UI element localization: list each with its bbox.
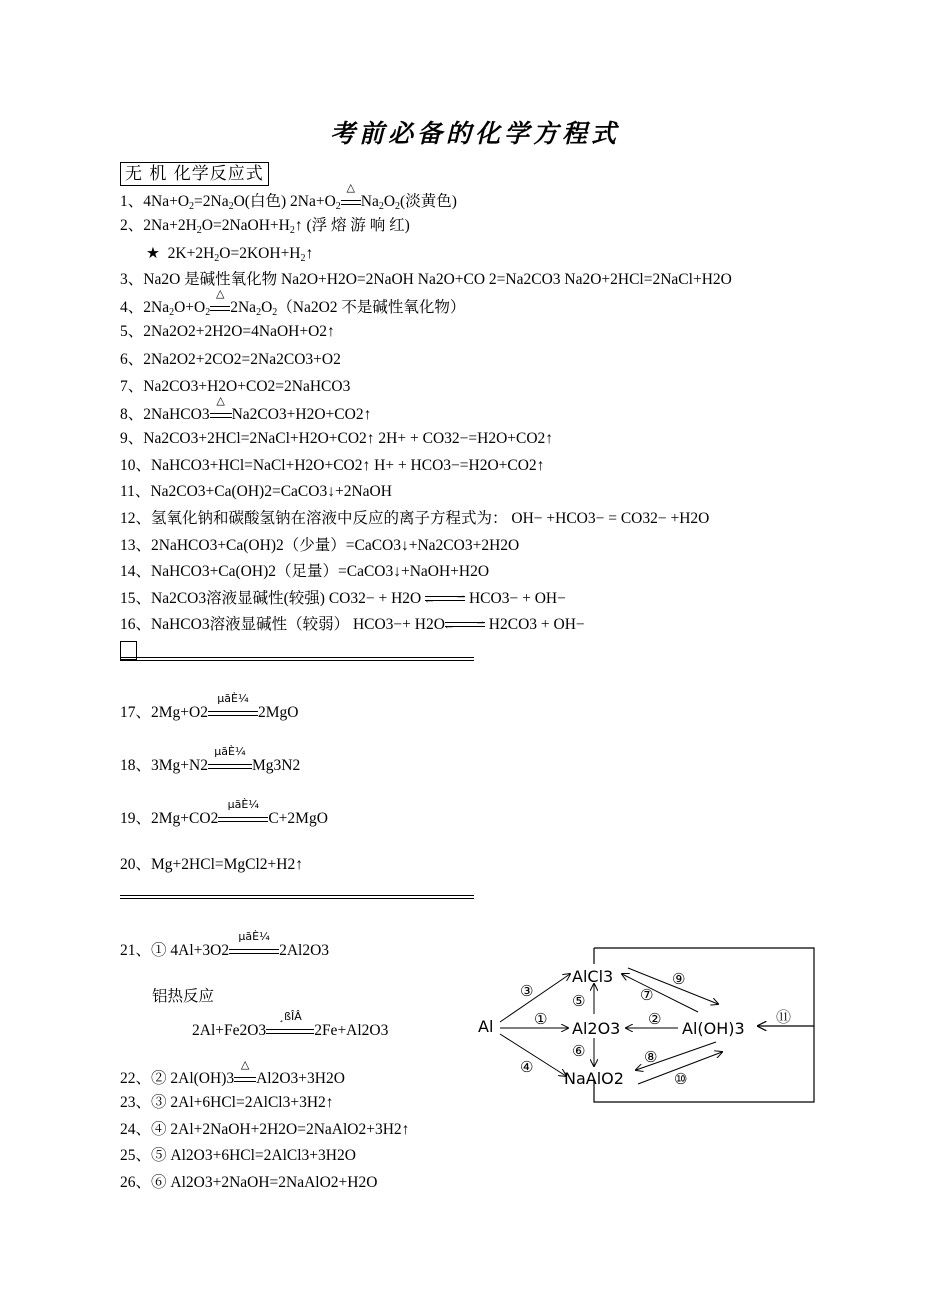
divider (120, 657, 474, 658)
equation-17: 17、2Mg+O2 µãÈ¼ 2MgO (120, 692, 299, 721)
equation-12: 12、氢氧化钠和碳酸氢钠在溶液中反应的离子方程式为： OH− +HCO3− = CO32− +H2O (120, 510, 710, 527)
equation-13: 13、2NaHCO3+Ca(OH)2（少量）=CaCO3↓+Na2CO3+2H2O (120, 537, 520, 554)
equation-24: 24、④ 2Al+2NaOH+2H2O=2NaAlO2+3H2↑ (120, 1121, 410, 1138)
svg-text:⑥: ⑥ (572, 1042, 586, 1060)
equilibrium-arrow-icon: ⇀ ↽ (444, 618, 485, 634)
page-title: 考前必备的化学方程式 (329, 119, 620, 148)
divider (120, 898, 474, 899)
divider (120, 660, 474, 661)
equation-23: 23、③ 2Al+6HCl=2AlCl3+3H2↑ (120, 1094, 334, 1111)
node-aloh3: Al(OH)3 (682, 1019, 745, 1038)
equation-7: 7、Na2CO3+H2O+CO2=2NaHCO3 (120, 378, 351, 395)
equation-18: 18、3Mg+N2 µãÈ¼ Mg3N2 (120, 745, 301, 774)
svg-text:①: ① (534, 1010, 548, 1028)
ignite-condition: µãÈ¼ (229, 941, 279, 961)
section-label: 无 机 化学反应式 (120, 162, 269, 186)
equation-16: 16、NaHCO3溶液显碱性（较弱） HCO3−+ H2O ⇀ ↽ H2CO3 + OH− (120, 616, 585, 634)
ignite-condition: µãÈ¼ (208, 756, 252, 776)
divider (120, 895, 474, 896)
heat-condition: △ (210, 298, 230, 318)
svg-text:⑦: ⑦ (640, 986, 654, 1004)
thermite-equation: 2Al+Fe2O3 ¸ßÎÂ 2Fe+Al2O3 (192, 1010, 389, 1039)
node-alcl3: AlCl3 (572, 967, 614, 986)
svg-text:④: ④ (520, 1058, 534, 1076)
equation-11: 11、Na2CO3+Ca(OH)2=CaCO3↓+2NaOH (120, 483, 392, 500)
equation-3: 3、Na2O 是碱性氧化物 Na2O+H2O=2NaOH Na2O+CO 2=Na2CO3 Na2O+2HCl=2NaCl+H2O (120, 271, 732, 288)
high-temp-condition: ¸ßÎÂ (266, 1021, 314, 1041)
equation-21: 21、① 4Al+3O2 µãÈ¼ 2Al2O3 (120, 930, 330, 959)
equation-9: 9、Na2CO3+2HCl=2NaCl+H2O+CO2↑ 2H+ + CO32−=H2O+CO2↑ (120, 430, 554, 447)
node-al: Al (478, 1017, 494, 1036)
equation-10: 10、NaHCO3+HCl=NaCl+H2O+CO2↑ H+ + HCO3−=H2O+CO2↑ (120, 457, 545, 474)
ignite-condition: µãÈ¼ (208, 703, 258, 723)
star-icon: ★ (146, 245, 160, 262)
equation-20: 20、Mg+2HCl=MgCl2+H2↑ (120, 856, 303, 873)
heat-condition: △ (341, 192, 361, 212)
aluminum-conversion-diagram (476, 944, 820, 1104)
ignite-condition: µãÈ¼ (218, 809, 268, 829)
svg-text:⑤: ⑤ (572, 992, 586, 1010)
svg-text:②: ② (648, 1010, 662, 1028)
equation-5: 5、2Na2O2+2H2O=4NaOH+O2↑ (120, 323, 335, 340)
svg-text:⑩: ⑩ (674, 1070, 688, 1088)
equation-19: 19、2Mg+CO2 µãÈ¼ C+2MgO (120, 798, 328, 827)
node-al2o3: Al2O3 (572, 1019, 621, 1038)
equation-4: 4、$2Na_2O+O_2$ △ $2Na_2O_2(Na2O2$ 不是碱性氧化物） (120, 287, 466, 318)
equilibrium-arrow-icon: ⇀ ↽ (425, 592, 466, 608)
thermite-label: 铝热反应 (152, 988, 215, 1005)
svg-text:⑧: ⑧ (644, 1048, 658, 1066)
equation-2: 2、$2Na+2H_2O=2NaOH+H_2↑$ (浮 熔 游 响 红) (120, 217, 410, 236)
equation-1: 1、$4Na+O_2=2Na_2O$(白色) $2Na+O_2$ △ $Na_2O_2$(淡黄色) (120, 181, 457, 212)
equation-8: 8、2NaHCO3 △ Na2CO3+H2O+CO2↑ (120, 394, 372, 423)
equation-25: 25、⑤ Al2O3+6HCl=2AlCl3+3H2O (120, 1147, 356, 1164)
equation-2-star: ★ $2K+2H_2O=2KOH+H_2↑$ (146, 245, 314, 264)
node-naalo2: NaAlO2 (564, 1069, 624, 1088)
svg-text:⑨: ⑨ (672, 970, 686, 988)
svg-text:⑪: ⑪ (776, 1008, 792, 1026)
equation-22: 22、② 2Al(OH)3 △ Al2O3+3H2O (120, 1058, 345, 1087)
equation-14: 14、NaHCO3+Ca(OH)2（足量）=CaCO3↓+NaOH+H2O (120, 563, 490, 580)
heat-condition: △ (234, 1069, 256, 1089)
equation-15: 15、Na2CO3溶液显碱性(较强) CO32− + H2O ⇀ ↽ HCO3− + OH− (120, 590, 566, 608)
equation-26: 26、⑥ Al2O3+2NaOH=2NaAlO2+H2O (120, 1174, 378, 1191)
equation-6: 6、2Na2O2+2CO2=2Na2CO3+O2 (120, 351, 341, 368)
heat-condition: △ (210, 405, 232, 425)
svg-text:③: ③ (520, 982, 534, 1000)
